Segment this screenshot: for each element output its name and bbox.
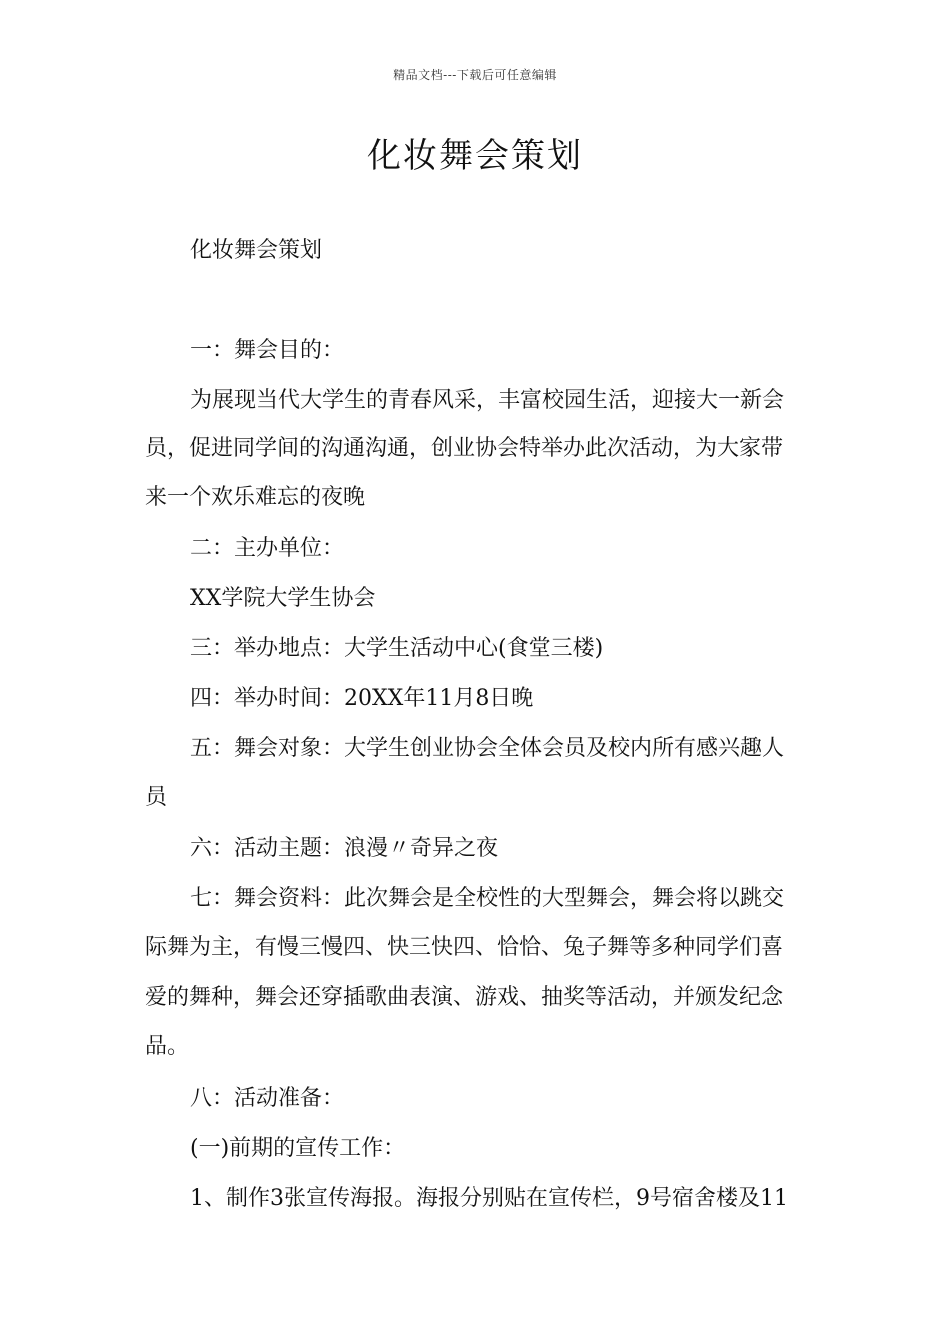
section-heading-content: 七：舞会资料：此次舞会是全校性的大型舞会，舞会将以跳交: [190, 886, 785, 911]
paragraph-line: 际舞为主，有慢三慢四、快三快四、恰恰、兔子舞等多种同学们喜: [145, 935, 784, 960]
section-heading-audience: 五：舞会对象：大学生创业协会全体会员及校内所有感兴趣人: [190, 736, 785, 761]
paragraph-line: 员: [145, 785, 168, 810]
subsection-heading-publicity: (一)前期的宣传工作：: [190, 1136, 406, 1161]
paragraph-line: 爱的舞种，舞会还穿插歌曲表演、游戏、抽奖等活动，并颁发纪念: [145, 985, 784, 1010]
paragraph-line: XX学院大学生协会: [190, 586, 376, 611]
document-header-note: 精品文档---下载后可任意编辑: [393, 68, 557, 82]
section-heading-location: 三：举办地点：大学生活动中心(食堂三楼): [190, 636, 604, 661]
document-title: 化妆舞会策划: [367, 136, 583, 176]
paragraph-line: 来一个欢乐难忘的夜晚: [145, 485, 366, 510]
section-heading-time: 四：举办时间：20XX年11月8日晚: [190, 686, 534, 711]
paragraph-line: 为展现当代大学生的青春风采，丰富校园生活，迎接大一新会: [190, 388, 785, 413]
section-heading-theme: 六：活动主题：浪漫〃奇异之夜: [190, 836, 499, 861]
subtitle-line: 化妆舞会策划: [190, 238, 323, 263]
section-heading-preparation: 八：活动准备：: [190, 1086, 345, 1111]
section-heading-organizer: 二：主办单位：: [190, 536, 345, 561]
paragraph-line: 品。: [145, 1034, 190, 1059]
section-heading-purpose: 一：舞会目的：: [190, 338, 345, 363]
paragraph-line: 员，促进同学间的沟通沟通，创业协会特举办此次活动，为大家带: [145, 436, 784, 461]
paragraph-line: 1、制作3张宣传海报。海报分别贴在宣传栏，9号宿舍楼及11: [190, 1186, 788, 1211]
